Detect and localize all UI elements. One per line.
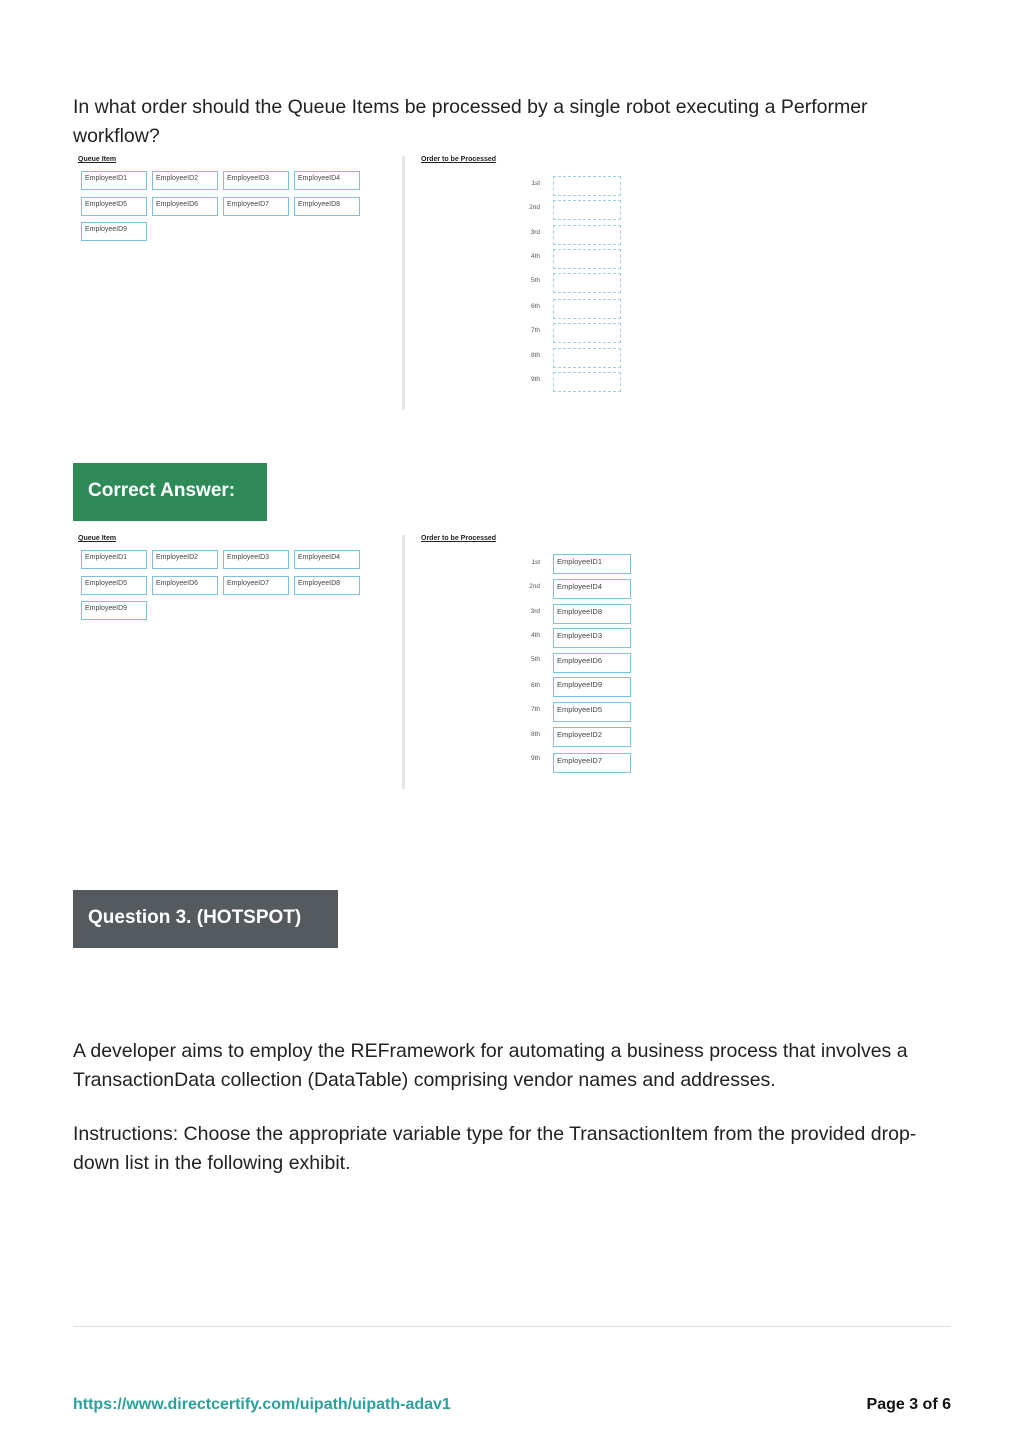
queue-item-box[interactable]: EmployeeID4 bbox=[294, 171, 360, 190]
queue-item-box[interactable]: EmployeeID2 bbox=[152, 550, 218, 569]
ordinal-label: 2nd bbox=[529, 583, 540, 590]
exhibit-answer bbox=[73, 535, 633, 791]
exhibit-question bbox=[73, 156, 633, 412]
ordinal-label: 3rd bbox=[530, 608, 540, 615]
order-slot[interactable] bbox=[553, 299, 621, 319]
q3-paragraph-1: A developer aims to employ the REFramework for automating a business process that involves a TransactionData collection (DataTable) comprising vendor names and addresses. bbox=[73, 1040, 908, 1091]
order-slot[interactable] bbox=[553, 176, 621, 196]
ordinal-label: 9th bbox=[530, 376, 540, 383]
answer-slot[interactable]: EmployeeID6 bbox=[553, 653, 631, 673]
ordinal-label: 5th bbox=[530, 656, 540, 663]
q3-paragraph-2: Instructions: Choose the appropriate variable type for the TransactionItem from the provided drop-down list in the following exhibit. bbox=[73, 1123, 917, 1174]
answer-slot[interactable]: EmployeeID4 bbox=[553, 579, 631, 599]
ordinal-label: 6th bbox=[530, 682, 540, 689]
ordinal-label: 1st bbox=[531, 180, 540, 187]
queue-item-title: Queue Item bbox=[78, 156, 117, 163]
order-title: Order to be Processed bbox=[421, 535, 497, 542]
order-slot[interactable] bbox=[553, 372, 621, 392]
order-slot[interactable] bbox=[553, 348, 621, 368]
ordinal-label: 4th bbox=[530, 632, 540, 639]
queue-item-box[interactable]: EmployeeID8 bbox=[294, 576, 360, 595]
ordinal-label: 1st bbox=[531, 559, 540, 566]
queue-item-box[interactable]: EmployeeID6 bbox=[152, 576, 218, 595]
ordinal-label: 4th bbox=[530, 253, 540, 260]
order-slot[interactable] bbox=[553, 273, 621, 293]
answer-slot[interactable]: EmployeeID5 bbox=[553, 702, 631, 722]
answer-slot[interactable]: EmployeeID9 bbox=[553, 677, 631, 697]
queue-item-box[interactable]: EmployeeID3 bbox=[223, 550, 289, 569]
ordinal-label: 9th bbox=[530, 755, 540, 762]
ordinal-label: 7th bbox=[530, 327, 540, 334]
answer-slot[interactable]: EmployeeID8 bbox=[553, 604, 631, 624]
queue-item-box[interactable]: EmployeeID7 bbox=[223, 576, 289, 595]
ordinal-label: 6th bbox=[530, 303, 540, 310]
queue-item-box[interactable]: EmployeeID1 bbox=[81, 171, 147, 190]
question-3-banner: Question 3. (HOTSPOT) bbox=[73, 890, 338, 948]
exhibit-divider bbox=[402, 535, 405, 789]
answer-slot[interactable]: EmployeeID7 bbox=[553, 753, 631, 773]
order-slot[interactable] bbox=[553, 323, 621, 343]
question-text: In what order should the Queue Items be processed by a single robot executing a Performer workflow? bbox=[73, 96, 868, 147]
queue-item-box[interactable]: EmployeeID6 bbox=[152, 197, 218, 216]
queue-item-box[interactable]: EmployeeID9 bbox=[81, 601, 147, 620]
ordinal-label: 2nd bbox=[529, 204, 540, 211]
ordinal-label: 8th bbox=[530, 731, 540, 738]
ordinal-label: 8th bbox=[530, 352, 540, 359]
queue-item-box[interactable]: EmployeeID4 bbox=[294, 550, 360, 569]
queue-item-box[interactable]: EmployeeID1 bbox=[81, 550, 147, 569]
queue-item-box[interactable]: EmployeeID3 bbox=[223, 171, 289, 190]
queue-item-title: Queue Item bbox=[78, 535, 117, 542]
page-number: Page 3 of 6 bbox=[866, 1396, 951, 1413]
ordinal-label: 3rd bbox=[530, 229, 540, 236]
ordinal-label: 7th bbox=[530, 706, 540, 713]
queue-item-box[interactable]: EmployeeID8 bbox=[294, 197, 360, 216]
ordinal-label: 5th bbox=[530, 277, 540, 284]
footer-url-link[interactable]: https://www.directcertify.com/uipath/uipath-adav1 bbox=[73, 1396, 451, 1413]
order-slot[interactable] bbox=[553, 249, 621, 269]
order-title: Order to be Processed bbox=[421, 156, 497, 163]
queue-item-box[interactable]: EmployeeID9 bbox=[81, 222, 147, 241]
answer-slot[interactable]: EmployeeID3 bbox=[553, 628, 631, 648]
correct-answer-banner: Correct Answer: bbox=[73, 463, 267, 521]
footer-divider bbox=[73, 1326, 951, 1327]
queue-item-box[interactable]: EmployeeID2 bbox=[152, 171, 218, 190]
answer-slot[interactable]: EmployeeID1 bbox=[553, 554, 631, 574]
order-slot[interactable] bbox=[553, 200, 621, 220]
answer-slot[interactable]: EmployeeID2 bbox=[553, 727, 631, 747]
queue-item-box[interactable]: EmployeeID7 bbox=[223, 197, 289, 216]
order-slot[interactable] bbox=[553, 225, 621, 245]
queue-item-box[interactable]: EmployeeID5 bbox=[81, 197, 147, 216]
queue-item-box[interactable]: EmployeeID5 bbox=[81, 576, 147, 595]
exhibit-divider bbox=[402, 156, 405, 410]
